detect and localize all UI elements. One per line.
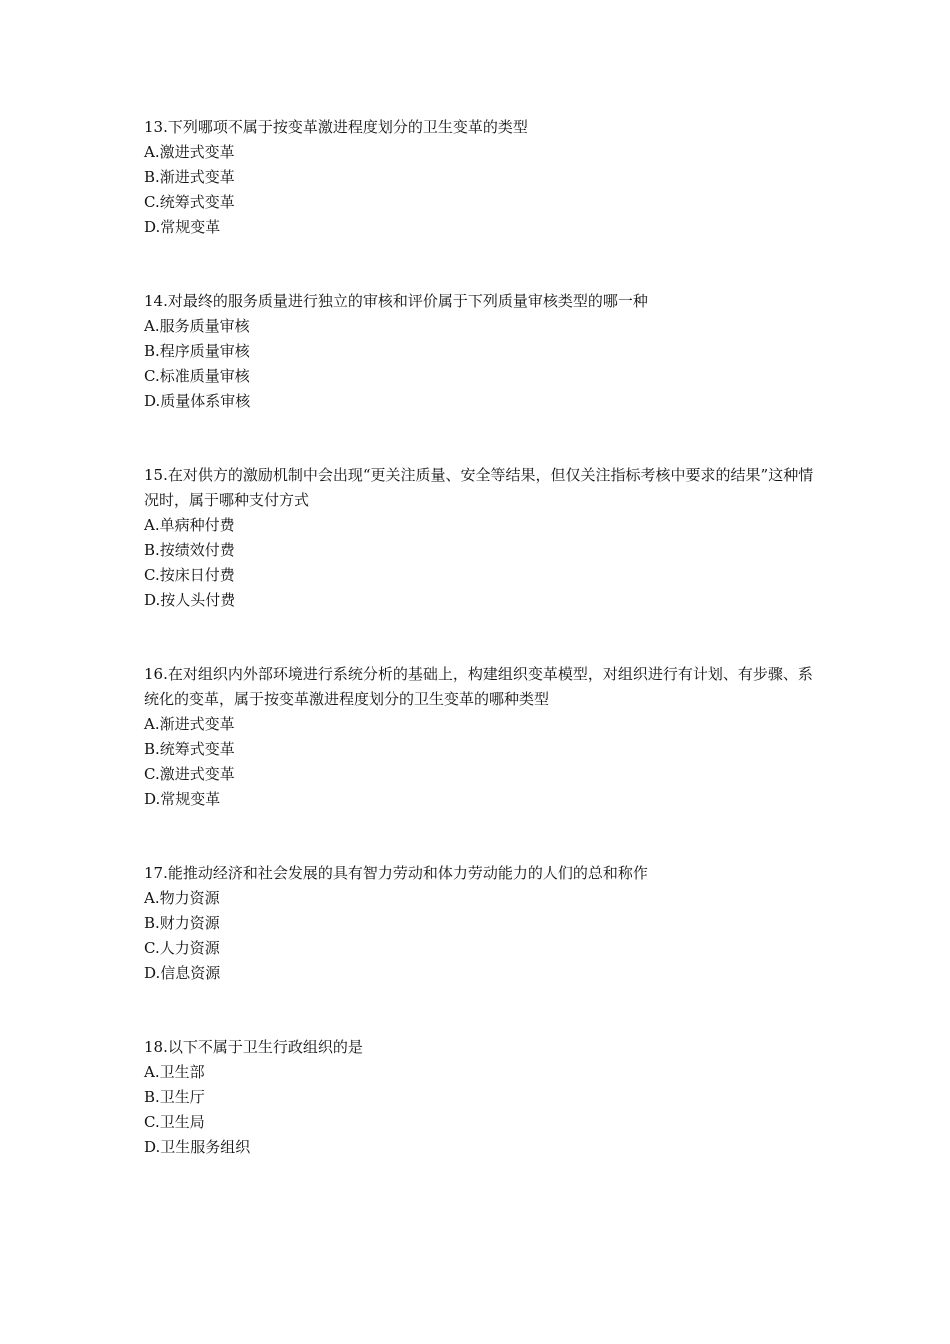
option-c: C.统筹式变革 [144, 193, 235, 211]
question-stem: 15.在对供方的激励机制中会出现“更关注质量、安全等结果，但仅关注指标考核中要求的结果”这种情况时，属于哪种支付方式 [144, 466, 814, 509]
option-a: A.激进式变革 [144, 143, 235, 161]
option-d: D.卫生服务组织 [144, 1138, 251, 1156]
question-stem: 14.对最终的服务质量进行独立的审核和评价属于下列质量审核类型的哪一种 [144, 292, 648, 310]
question-17 [144, 861, 824, 986]
option-a: A.渐进式变革 [144, 715, 235, 733]
option-c: C.标准质量审核 [144, 367, 250, 385]
question-13 [144, 115, 824, 240]
option-a: A.单病种付费 [144, 516, 235, 534]
question-18 [144, 1035, 824, 1160]
question-15 [144, 463, 824, 613]
option-a: A.服务质量审核 [144, 317, 250, 335]
option-d: D.信息资源 [144, 964, 221, 982]
option-d: D.常规变革 [144, 218, 221, 236]
option-c: C.卫生局 [144, 1113, 205, 1131]
question-stem: 18.以下不属于卫生行政组织的是 [144, 1038, 363, 1056]
question-14 [144, 289, 824, 414]
option-b: B.财力资源 [144, 914, 220, 932]
option-c: C.按床日付费 [144, 566, 235, 584]
question-stem: 17.能推动经济和社会发展的具有智力劳动和体力劳动能力的人们的总和称作 [144, 864, 648, 882]
question-stem: 16.在对组织内外部环境进行系统分析的基础上，构建组织变革模型，对组织进行有计划、有步骤、系统化的变革，属于按变革激进程度划分的卫生变革的哪种类型 [144, 665, 813, 708]
option-b: B.渐进式变革 [144, 168, 235, 186]
option-d: D.常规变革 [144, 790, 221, 808]
option-b: B.统筹式变革 [144, 740, 235, 758]
option-c: C.人力资源 [144, 939, 220, 957]
option-a: A.物力资源 [144, 889, 220, 907]
question-16 [144, 662, 824, 812]
option-b: B.按绩效付费 [144, 541, 235, 559]
option-d: D.质量体系审核 [144, 392, 251, 410]
option-b: B.程序质量审核 [144, 342, 250, 360]
option-c: C.激进式变革 [144, 765, 235, 783]
option-d: D.按人头付费 [144, 591, 236, 609]
option-b: B.卫生厅 [144, 1088, 205, 1106]
question-stem: 13.下列哪项不属于按变革激进程度划分的卫生变革的类型 [144, 118, 528, 136]
option-a: A.卫生部 [144, 1063, 205, 1081]
